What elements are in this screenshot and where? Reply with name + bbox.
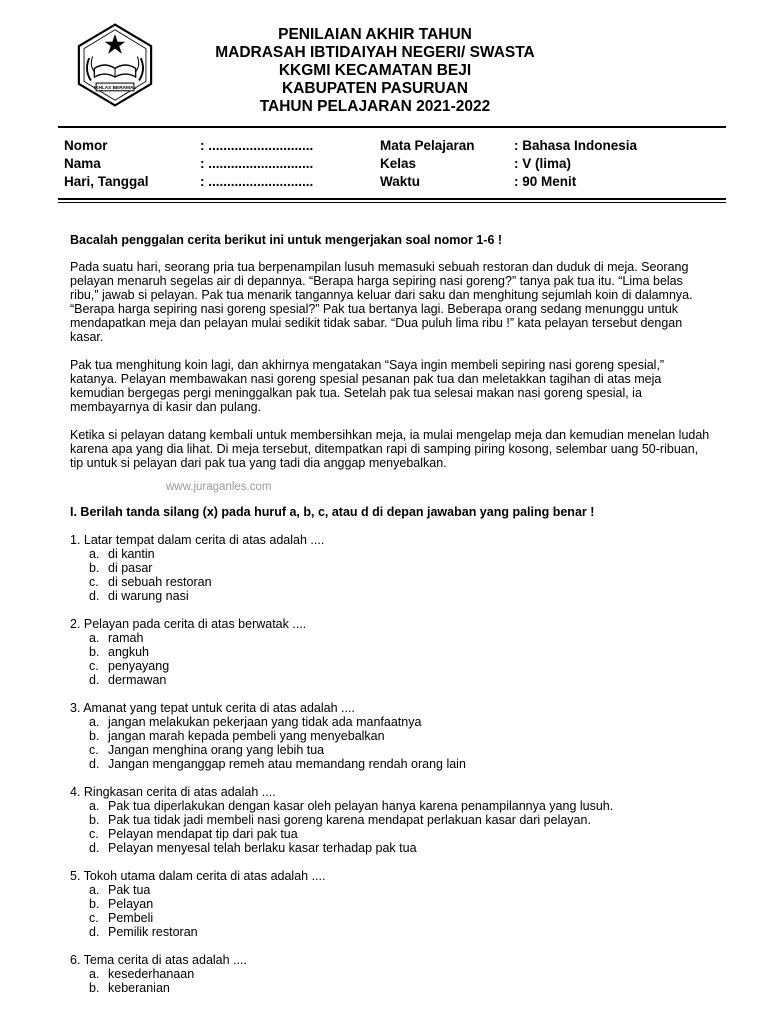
option-letter: c. [89,827,99,841]
option-text: penyayang [108,659,170,673]
option-text: dermawan [108,673,167,687]
info-row-kelas [380,155,637,173]
answer-option[interactable] [70,897,710,911]
answer-options [70,967,710,995]
info-value: : Bahasa Indonesia [514,138,638,153]
option-letter: c. [89,911,99,925]
exam-header [180,26,570,116]
info-label: Mata Pelajaran [380,138,475,153]
exam-content [70,233,710,1009]
answer-option[interactable] [70,743,710,757]
question-item [70,785,710,855]
option-text: Pak tua [108,883,151,897]
answer-options [70,547,710,603]
option-letter: b. [89,645,100,659]
option-text: jangan marah kepada pembeli yang menyebalkan [108,729,385,743]
logo-motto: IKHLAS BERAMAL [93,86,137,92]
ministry-emblem-logo [72,22,158,108]
question-text: 2. Pelayan pada cerita di atas berwatak .... [70,617,307,631]
option-letter: d. [89,757,100,771]
option-text: Pak tua diperlakukan dengan kasar oleh pelayan hanya karena penampilannya yang lusuh. [108,799,614,813]
answer-options [70,883,710,939]
answer-option[interactable] [70,645,710,659]
info-label: Nama [64,156,101,171]
question-item [70,953,710,995]
option-letter: b. [89,729,100,743]
question-text: 4. Ringkasan cerita di atas adalah .... [70,785,276,799]
answer-option[interactable] [70,967,710,981]
info-row-mata-pelajaran [380,137,637,155]
question-text: 3. Amanat yang tepat untuk cerita di atas adalah .... [70,701,355,715]
option-text: Pembeli [108,911,154,925]
answer-option[interactable] [70,659,710,673]
info-row-nomor [64,137,313,155]
option-text: di sebuah restoran [108,575,212,589]
question-item [70,701,710,771]
option-letter: a. [89,967,100,981]
answer-option[interactable] [70,911,710,925]
answer-option[interactable] [70,883,710,897]
option-text: di warung nasi [108,589,189,603]
info-value: : ............................ [200,156,314,171]
option-text: Jangan menganggap remeh atau memandang rendah orang lain [108,757,466,771]
option-letter: d. [89,925,100,939]
header-title-line: TAHUN PELAJARAN 2021-2022 [259,98,491,115]
reading-instruction: Bacalah penggalan cerita berikut ini untuk mengerjakan soal nomor 1-6 ! [70,233,503,247]
option-text: ramah [108,631,144,645]
answer-options [70,631,710,687]
header-divider [58,126,726,128]
answer-options [70,799,710,855]
website-watermark: www.juraganles.com [166,481,272,493]
option-letter: b. [89,981,100,995]
header-title-line: KABUPATEN PASURUAN [282,80,468,97]
answer-option[interactable] [70,589,710,603]
answer-option[interactable] [70,841,710,855]
option-text: angkuh [108,645,150,659]
answer-option[interactable] [70,547,710,561]
option-letter: b. [89,897,100,911]
answer-option[interactable] [70,799,710,813]
info-value: : ............................ [200,174,314,189]
info-divider [58,198,726,200]
answer-option[interactable] [70,925,710,939]
option-letter: c. [89,575,99,589]
answer-options [70,715,710,771]
info-value: : V (lima) [514,156,572,171]
option-text: jangan melakukan pekerjaan yang tidak ada manfaatnya [108,715,422,729]
info-label: Kelas [380,156,417,171]
option-letter: a. [89,715,100,729]
info-row-nama [64,155,313,173]
info-row-waktu [380,173,637,191]
info-value: : ............................ [200,138,314,153]
option-text: keberanian [108,981,170,995]
option-letter: d. [89,841,100,855]
option-letter: b. [89,813,100,827]
option-letter: a. [89,547,100,561]
info-value: : 90 Menit [514,174,577,189]
section-instruction: I. Berilah tanda silang (x) pada huruf a, b, c, atau d di depan jawaban yang paling benar ! [70,505,595,519]
story-paragraph: Pak tua menghitung koin lagi, dan akhirnya mengatakan “Saya ingin membeli sepiring nasi goreng spesial,” katanya. Pelayan membawakan nasi goreng spesial pesanan pak tua dan meletakkan tagihan di atas meja kemudian bergegas pergi meninggalkan pak tua. Setelah pak tua selesai makan nasi goreng spesial, ia membayarnya di kasir dan pulang. [70,358,665,414]
info-label: Hari, Tanggal [64,174,149,189]
question-text: 6. Tema cerita di atas adalah .... [70,953,247,967]
option-text: di kantin [108,547,155,561]
answer-option[interactable] [70,729,710,743]
story-paragraph: Pada suatu hari, seorang pria tua berpenampilan lusuh memasuki sebuah restoran dan duduk di meja. Seorang pelayan menaruh segelas air di depannya. “Berapa harga sepiring nasi goreng?” tanya pak tua itu. “Lima belas ribu,” jawab si pelayan. Pak tua menarik tangannya keluar dari saku dan menghitung sejumlah koin di dalamnya. “Berapa harga sepiring nasi goreng spesial?” Pak tua bertanya lagi. Beberapa orang sedang menunggu untuk mendapatkan meja dan pelayan mulai sedikit tidak sabar. “Dua puluh lima ribu !” kata pelayan tersebut dengan kasar. [70,260,693,344]
question-item [70,617,710,687]
question-item [70,869,710,939]
info-label: Nomor [64,138,108,153]
answer-option[interactable] [70,673,710,687]
answer-option[interactable] [70,575,710,589]
option-letter: c. [89,743,99,757]
option-letter: a. [89,799,100,813]
answer-option[interactable] [70,631,710,645]
answer-option[interactable] [70,561,710,575]
question-item [70,533,710,603]
answer-option[interactable] [70,813,710,827]
student-info [64,137,313,191]
answer-option[interactable] [70,757,710,771]
option-letter: b. [89,561,100,575]
option-letter: d. [89,589,100,603]
story-paragraph: Ketika si pelayan datang kembali untuk membersihkan meja, ia mulai mengelap meja dan kemudian menelan ludah karena apa yang dia lihat. Di meja tersebut, ditempatkan rapi di samping piring kosong, selembar uang 50-ribuan, tip untuk si pelayan dari pak tua yang tadi dia anggap menyebalkan. [70,428,710,470]
info-row-hari-tanggal [64,173,313,191]
option-text: Pelayan menyesal telah berlaku kasar terhadap pak tua [108,841,417,855]
question-text: 5. Tokoh utama dalam cerita di atas adalah .... [70,869,326,883]
answer-option[interactable] [70,715,710,729]
option-letter: d. [89,673,100,687]
option-text: di pasar [108,561,153,575]
header-title-line: KKGMI KECAMATAN BEJI [278,62,472,79]
option-text: Pak tua tidak jadi membeli nasi goreng karena mendapat perlakuan kasar dari pelayan. [108,813,591,827]
header-title-line: MADRASAH IBTIDAIYAH NEGERI/ SWASTA [215,44,535,61]
option-text: Pemilik restoran [108,925,198,939]
option-letter: c. [89,659,99,673]
answer-option[interactable] [70,981,710,995]
subject-info [380,137,637,191]
option-text: Pelayan mendapat tip dari pak tua [108,827,298,841]
info-divider-thin [58,202,726,203]
option-letter: a. [89,883,100,897]
info-label: Waktu [380,174,420,189]
option-text: Pelayan [108,897,154,911]
answer-option[interactable] [70,827,710,841]
option-letter: a. [89,631,100,645]
option-text: Jangan menghina orang yang lebih tua [108,743,325,757]
question-text: 1. Latar tempat dalam cerita di atas adalah .... [70,533,325,547]
option-text: kesederhanaan [108,967,195,981]
header-title-line: PENILAIAN AKHIR TAHUN [278,26,472,43]
